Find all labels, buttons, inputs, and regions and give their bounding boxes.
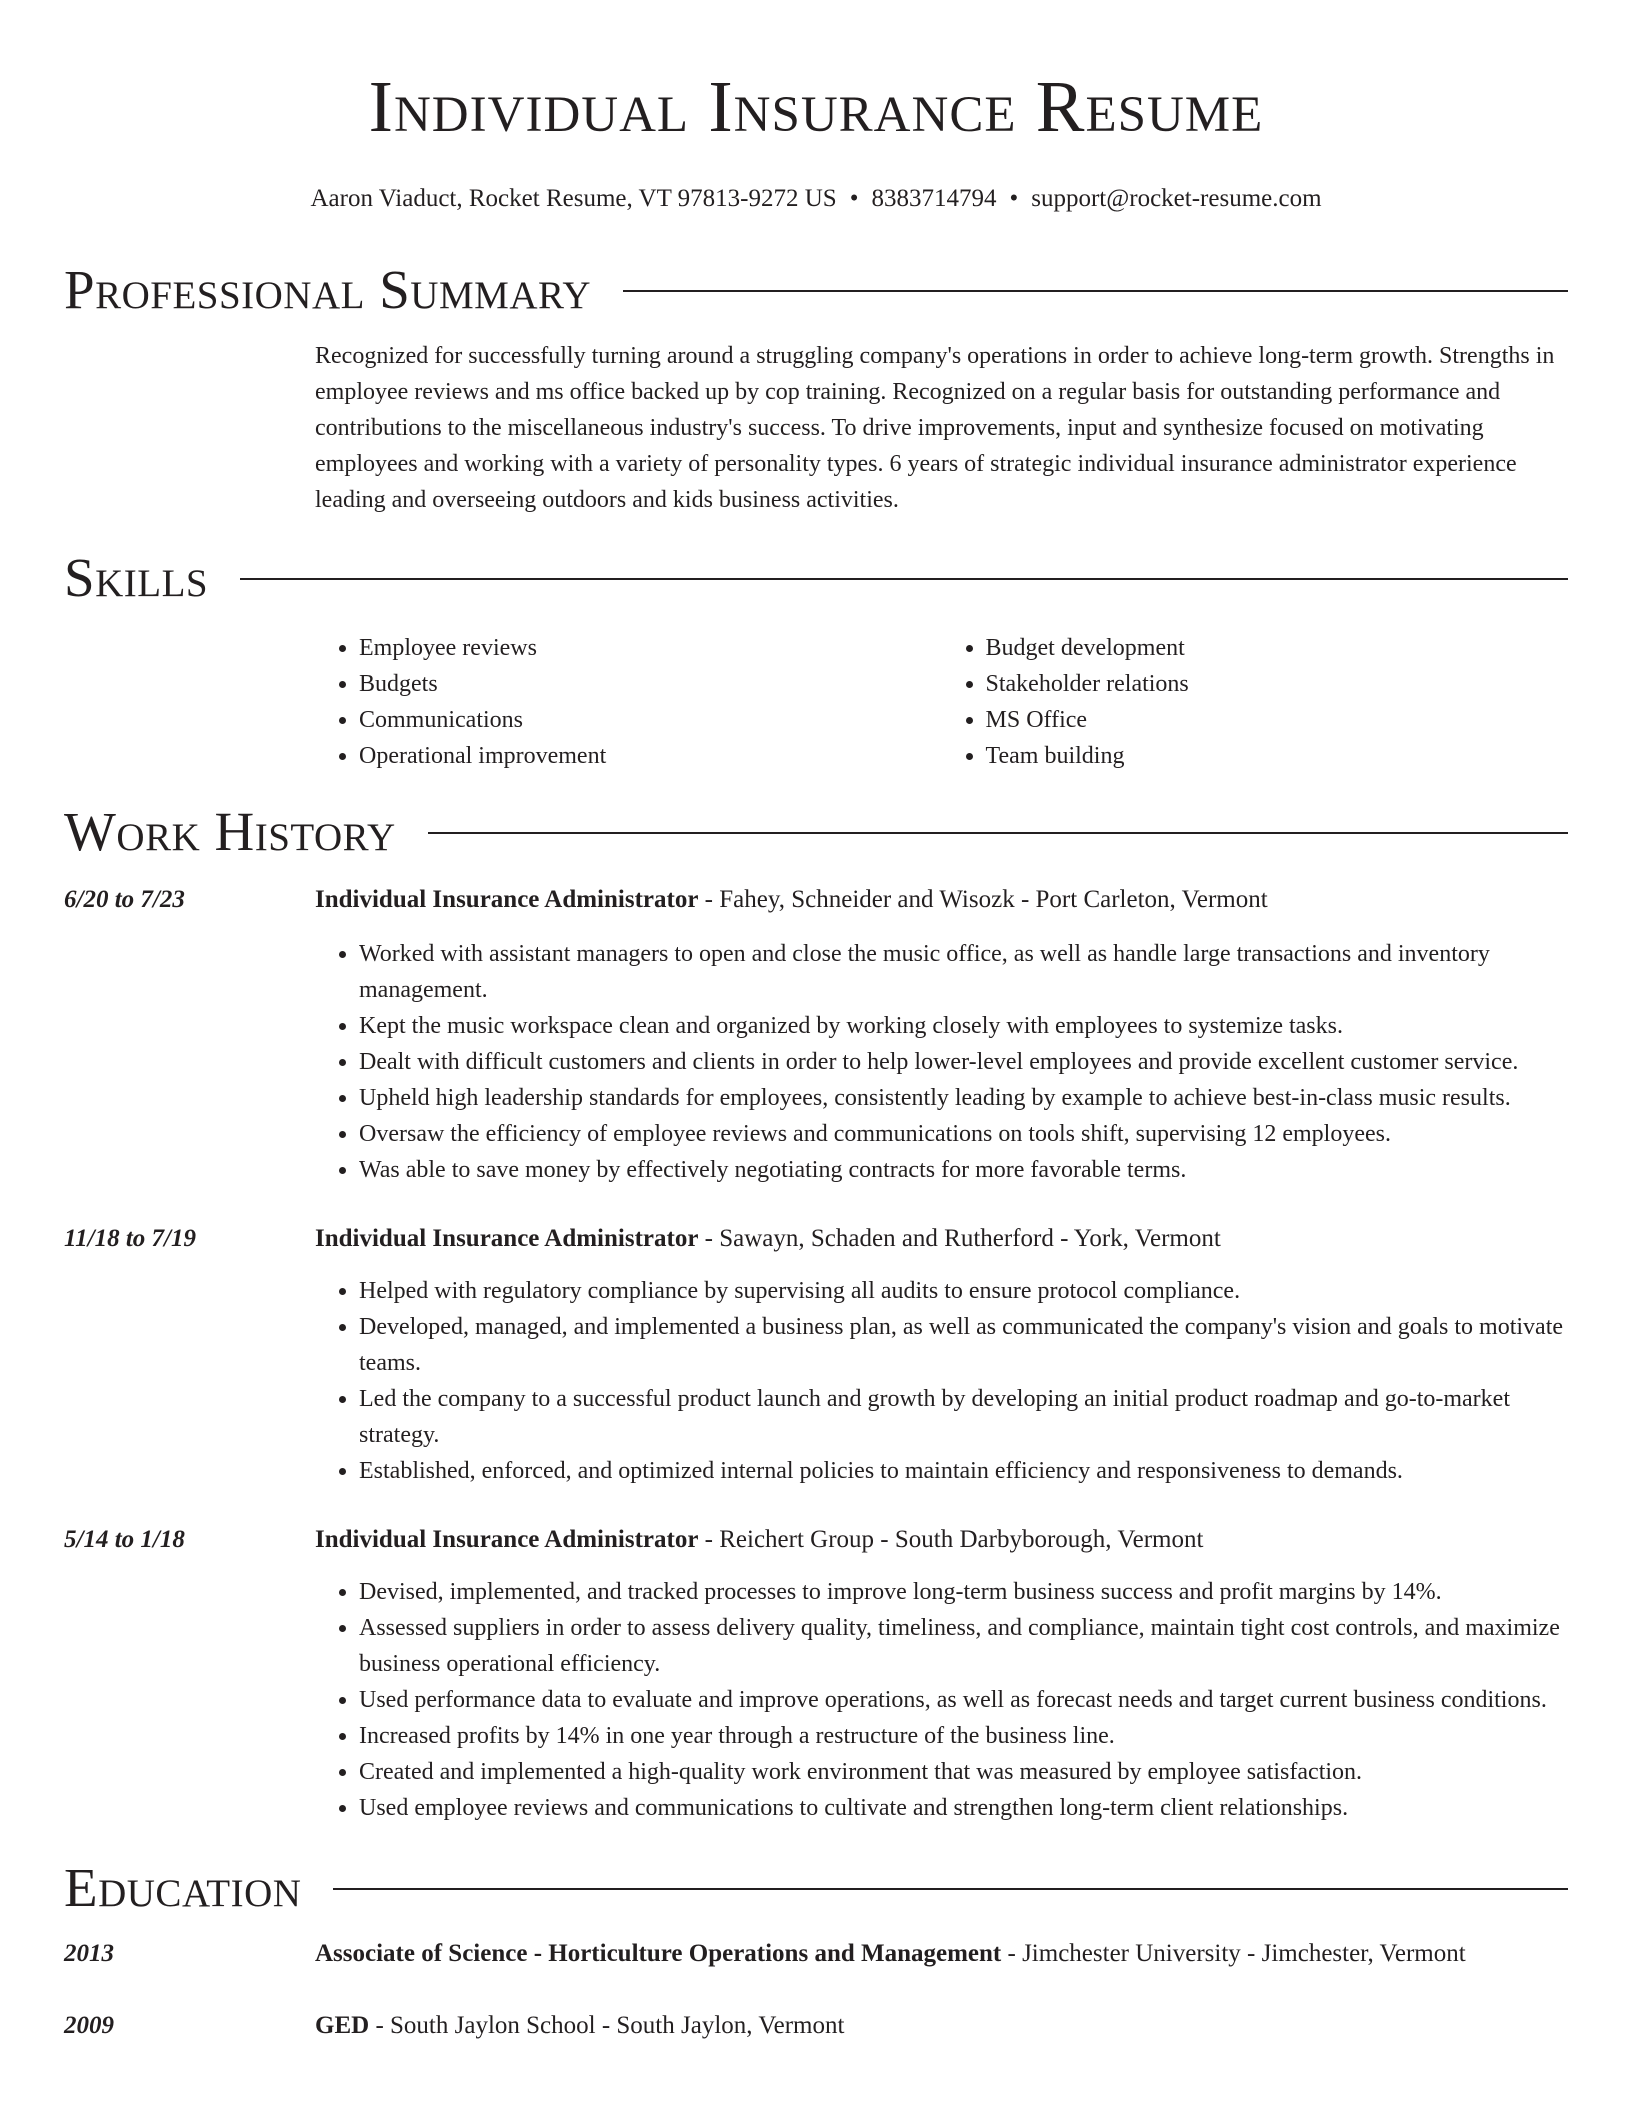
job-bullets [315, 1273, 1568, 1489]
job-bullet: • Worked with assistant managers to open and close the music office, as well as handle large transactions and inventory management. [359, 936, 1568, 1008]
skills-section-header [64, 546, 1568, 610]
job-title-line [315, 1522, 1203, 1558]
job-employer: - Fahey, Schneider and Wisozk - Port Carleton, Vermont [698, 886, 1268, 913]
contact-address: Aaron Viaduct, Rocket Resume, VT 97813-9272 US [310, 185, 837, 212]
education-line [315, 1936, 1466, 1972]
contact-separator: • [849, 185, 859, 212]
work-heading: Work History [64, 801, 396, 862]
job-dates: 6/20 to 7/23 [64, 886, 185, 913]
job-title: Individual Insurance Administrator [315, 1526, 699, 1553]
job-bullet: • Assessed suppliers in order to assess delivery quality, timeliness, and compliance, maintain tight cost controls, and maximize business operational efficiency. [359, 1610, 1568, 1682]
skills-heading: Skills [64, 547, 209, 608]
job-bullet: • Developed, managed, and implemented a business plan, as well as communicated the company's vision and goals to motivate teams. [359, 1309, 1568, 1381]
job-bullet: • Led the company to a successful product launch and growth by developing an initial product roadmap and go-to-market strategy. [359, 1381, 1568, 1453]
section-divider [240, 578, 1568, 580]
job-bullets [315, 1574, 1568, 1826]
contact-email: support@rocket-resume.com [1031, 185, 1322, 212]
skill-item: • MS Office [986, 702, 1569, 738]
job-title-line [315, 882, 1268, 918]
contact-separator: • [1009, 185, 1019, 212]
job-dates: 11/18 to 7/19 [64, 1225, 196, 1252]
job-bullet: • Increased profits by 14% in one year through a restructure of the business line. [359, 1718, 1568, 1754]
job-bullet: • Created and implemented a high-quality work environment that was measured by employee satisfaction. [359, 1754, 1568, 1790]
education-school: - Jimchester University - Jimchester, Vermont [1001, 1940, 1466, 1967]
skill-item: • Budget development [986, 630, 1569, 666]
job-bullet: • Was able to save money by effectively negotiating contracts for more favorable terms. [359, 1152, 1568, 1188]
section-divider [333, 1888, 1568, 1890]
education-degree: Associate of Science - Horticulture Operations and Management [315, 1940, 1002, 1967]
education-heading: Education [64, 1857, 302, 1918]
job-employer: - Reichert Group - South Darbyborough, Vermont [698, 1526, 1204, 1553]
skills-column-right [942, 630, 1569, 774]
skill-item: • Stakeholder relations [986, 666, 1569, 702]
skills-column-left [315, 630, 942, 774]
skill-item: • Operational improvement [359, 738, 942, 774]
job-bullet: • Kept the music workspace clean and organized by working closely with employees to systemize tasks. [359, 1008, 1568, 1044]
job-bullet: • Helped with regulatory compliance by supervising all audits to ensure protocol compliance. [359, 1273, 1568, 1309]
section-divider [623, 290, 1568, 292]
education-line [315, 2008, 844, 2044]
job-dates: 5/14 to 1/18 [64, 1526, 185, 1553]
education-entry [64, 2008, 1568, 2044]
summary-heading: Professional Summary [64, 259, 592, 320]
summary-section-header [64, 258, 1568, 322]
contact-phone: 8383714794 [871, 185, 997, 212]
job-entry [64, 882, 1568, 918]
contact-line [64, 184, 1568, 214]
skill-item: • Employee reviews [359, 630, 942, 666]
job-bullets [315, 936, 1568, 1188]
skill-item: • Budgets [359, 666, 942, 702]
job-bullet: • Used performance data to evaluate and improve operations, as well as forecast needs and target current business conditions. [359, 1682, 1568, 1718]
job-title: Individual Insurance Administrator [315, 1225, 699, 1252]
summary-body [315, 338, 1568, 518]
job-entry [64, 1221, 1568, 1257]
education-year: 2009 [64, 2012, 114, 2039]
summary-text: Recognized for successfully turning around a struggling company's operations in order to achieve long-term growth. Strengths in employee reviews and ms office backed up by cop training. Recognized on a regular basis for outstanding performance and contributions to the miscellaneous industry's success. To drive improvements, input and synthesize focused on motivating employees and working with a variety of personality types. 6 years of strategic individual insurance administrator experience leading and overseeing outdoors and kids business activities. [315, 343, 1555, 513]
education-school: - South Jaylon School - South Jaylon, Vermont [369, 2012, 845, 2039]
job-bullet: • Oversaw the efficiency of employee reviews and communications on tools shift, supervising 12 employees. [359, 1116, 1568, 1152]
skill-item: • Communications [359, 702, 942, 738]
education-year: 2013 [64, 1940, 114, 1967]
education-entry [64, 1936, 1568, 1972]
work-section-header [64, 800, 1568, 864]
job-bullet: • Used employee reviews and communications to cultivate and strengthen long-term client relationships. [359, 1790, 1568, 1826]
education-degree: GED [315, 2012, 370, 2039]
job-bullet: • Devised, implemented, and tracked processes to improve long-term business success and profit margins by 14%. [359, 1574, 1568, 1610]
job-employer: - Sawayn, Schaden and Rutherford - York, Vermont [698, 1225, 1221, 1252]
job-bullet: • Dealt with difficult customers and clients in order to help lower-level employees and provide excellent customer service. [359, 1044, 1568, 1080]
section-divider [428, 832, 1568, 834]
job-title-line [315, 1221, 1221, 1257]
job-entry [64, 1522, 1568, 1558]
education-section-header [64, 1856, 1568, 1920]
skills-list [315, 630, 1568, 774]
job-title: Individual Insurance Administrator [315, 886, 699, 913]
job-bullet: • Established, enforced, and optimized internal policies to maintain efficiency and responsiveness to demands. [359, 1453, 1568, 1489]
resume-title: Individual Insurance Resume [368, 66, 1264, 147]
skill-item: • Team building [986, 738, 1569, 774]
job-bullet: • Upheld high leadership standards for employees, consistently leading by example to achieve best-in-class music results. [359, 1080, 1568, 1116]
